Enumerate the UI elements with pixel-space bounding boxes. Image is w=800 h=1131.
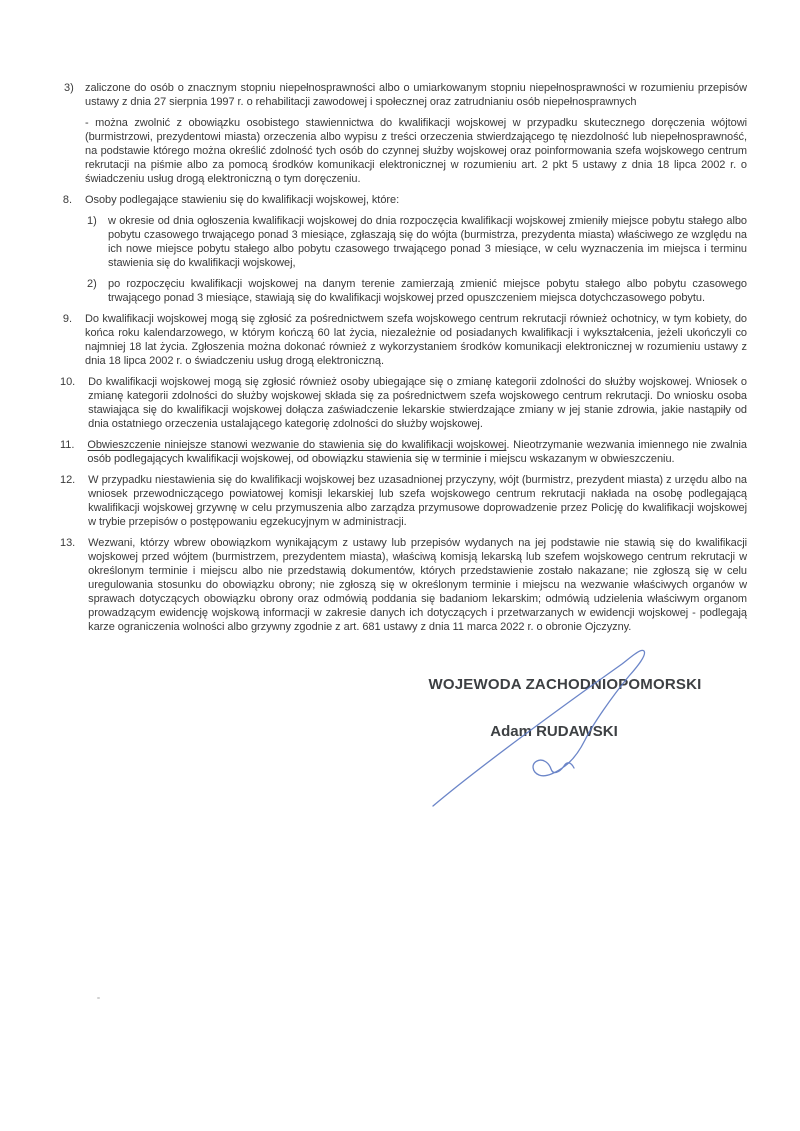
list-item-10-number: 10. <box>60 376 76 388</box>
list-item-11-number: 11. <box>60 439 75 451</box>
list-item-13 <box>60 536 747 634</box>
list-item-9-number: 9. <box>62 313 72 325</box>
list-item-11-underlined: Obwieszczenie niniejsze stanowi wezwanie do stawienia się do kwalifikacji wojskowej <box>87 439 507 451</box>
list-item-12-text: W przypadku niestawienia się do kwalifikacji wojskowej bez uzasadnionej przyczyny, wójt (burmistrz, prezydent miasta) z urzędu albo na wniosek przewodniczącego powiatowej komisji lekarskiej lub szefa wojskowego centrum rekrutacji nakłada na osobę podlegającą kwalifikacji wojskowej grzywnę w celu przymuszenia albo zarządza przymusowe doprowadzenie przez Policję do kwalifikacji wojskowej w trybie przepisów o postępowaniu egzekucyjnym w administracji. <box>88 474 747 528</box>
ink-speck <box>97 997 100 999</box>
list-item-12-number: 12. <box>60 474 76 486</box>
sub-item-8-2-number: 2) <box>87 278 97 290</box>
list-item-3-number: 3) <box>64 82 74 94</box>
list-item-10 <box>60 375 747 431</box>
list-item-11-rest: . Nieotrzymanie wezwania imiennego nie zwalnia osób podlegających kwalifikacji wojskowej, od obowiązku stawienia się w terminie i miejscu wskazanym w obwieszczeniu. <box>87 439 747 465</box>
list-item-12 <box>60 473 747 529</box>
list-item-8 <box>60 193 747 207</box>
list-item-8-text: Osoby podlegające stawieniu się do kwalifikacji wojskowej, które: <box>85 194 400 206</box>
list-item-8-number: 8. <box>62 194 72 206</box>
list-item-11-text <box>87 438 747 466</box>
list-item-9-text: Do kwalifikacji wojskowej mogą się zgłosić za pośrednictwem szefa wojskowego centrum rekrutacji również ochotnicy, w tym kobiety, do końca roku kalendarzowego, w którym kończą 60 lat życia, niezależnie od posiadanych kwalifikacji i wykształcenia, jeżeli ukończyli co najmniej 18 lat życia. Zgłoszenia można dokonać również z wykorzystaniem środków komunikacji elektronicznej w rozumieniu ustawy z dnia 18 lipca 2002 r. o świadczeniu usług drogą elektroniczną. <box>85 313 747 367</box>
sub-item-8-2 <box>85 277 747 305</box>
list-item-3 <box>64 81 747 109</box>
list-item-3-text: zaliczone do osób o znacznym stopniu niepełnosprawności albo o umiarkowanym stopniu niepełnosprawności w rozumieniu przepisów ustawy z dnia 27 sierpnia 1997 r. o rehabilitacji zawodowej i społecznej oraz zatrudnianiu osób niepełnosprawnych <box>85 82 747 108</box>
dash-paragraph: - można zwolnić z obowiązku osobistego stawiennictwa do kwalifikacji wojskowej w przypadku skutecznego doręczenia wójtowi (burmistrzowi, prezydentowi miasta) orzeczenia albo wypisu z treści orzeczenia stwierdzającego tę niezdolność lub niepełnosprawność, na podstawie którego można określić zdolność tych osób do czynnej służby wojskowej oraz poinformowania szefa wojskowego centrum rekrutacji na piśmie albo za pomocą środków komunikacji elektronicznej w rozumieniu art. 2 pkt 5 ustawy z dnia 18 lipca 2002 r. o świadczeniu usług drogą elektroniczną o tym doręczeniu. <box>85 117 747 185</box>
signatory-title: WOJEWODA ZACHODNIOPOMORSKI <box>428 676 702 693</box>
signatory-name: Adam RUDAWSKI <box>490 723 618 740</box>
sub-item-8-1-number: 1) <box>87 215 97 227</box>
sub-item-8-2-text: po rozpoczęciu kwalifikacji wojskowej na danym terenie zamierzają zmienić miejsce pobytu stałego albo pobytu czasowego trwającego ponad 3 miesiące, stawiają się do kwalifikacji wojskowej przed opuszczeniem miejsca dotychczasowego pobytu. <box>108 278 747 304</box>
list-item-10-text: Do kwalifikacji wojskowej mogą się zgłosić również osoby ubiegające się o zmianę kategorii zdolności do służby wojskowej. Wniosek o zmianę kategorii zdolności do służby wojskowej składa się za pośrednictwem szefa wojskowego centrum rekrutacji. Do wniosku osoba stawiająca się do kwalifikacji wojskowej dołącza zaświadczenie lekarskie stwierdzające zmiany w jej stanie zdrowia, jakie nastąpiły od dnia ostatniego orzeczenia ustalającego kategorię zdolności do służby wojskowej. <box>88 376 747 430</box>
list-item-11 <box>60 438 747 466</box>
sub-item-8-1-text: w okresie od dnia ogłoszenia kwalifikacji wojskowej do dnia rozpoczęcia kwalifikacji wojskowej zmieniły miejsce pobytu stałego albo pobytu czasowego trwającego ponad 3 miesiące, zgłaszają się do wójta (burmistrza, prezydenta miasta) właściwego ze względu na ich nowe miejsce pobytu stałego albo pobytu czasowego trwającego ponad 3 miesiące, w celu wyznaczenia im miejsca i terminu stawienia się do kwalifikacji wojskowej, <box>108 215 747 269</box>
list-item-9 <box>60 312 747 368</box>
sub-item-8-1 <box>85 214 747 270</box>
document-body <box>60 81 747 641</box>
list-item-13-text: Wezwani, którzy wbrew obowiązkom wynikającym z ustawy lub przepisów wydanych na jej podstawie nie stawią się do kwalifikacji wojskowej przed wójtem (burmistrzem, prezydentem miasta), właściwą komisją lekarską lub szefem wojskowego centrum rekrutacji w określonym terminie i miejscu albo nie przedstawią dokumentów, których przedstawienie zostało nakazane; nie zgłoszą się w celu uregulowania stosunku do obowiązku obrony; nie zgłoszą się w określonym terminie i miejscu na wezwanie właściwych organów w sprawach dotyczących obowiązku obrony oraz odmówią poddania się badaniom lekarskim; odmówią udzielenia właściwym organom prowadzącym ewidencję wojskową informacji w zakresie danych ich dotyczących i przetwarzanych w ewidencji wojskowej - podlegają karze ograniczenia wolności albo grzywny zgodnie z art. 681 ustawy z dnia 11 marca 2022 r. o obronie Ojczyzny. <box>88 537 747 633</box>
list-item-13-number: 13. <box>60 537 76 549</box>
